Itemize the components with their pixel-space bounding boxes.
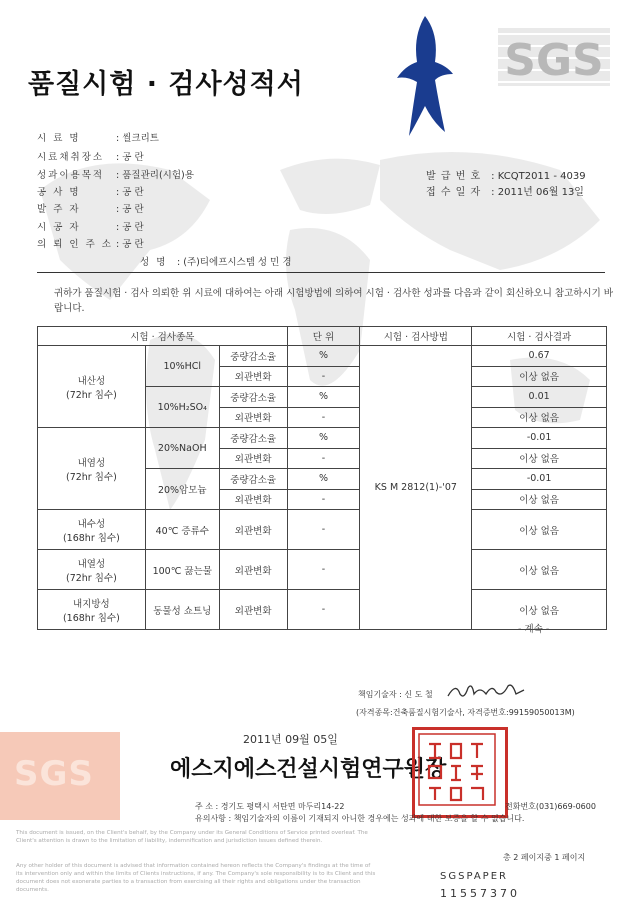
separator: :	[113, 222, 123, 233]
test-category	[38, 550, 146, 590]
test-item: 외관변화	[219, 489, 287, 510]
client-info-row	[37, 167, 194, 181]
client-info-row	[37, 130, 159, 144]
test-reagent: 10%H₂SO₄	[145, 387, 219, 428]
sgs-watermark-block	[0, 732, 120, 820]
unit-cell: %	[287, 469, 360, 490]
signature	[446, 680, 526, 706]
client-info-value: 씰크리트	[122, 133, 159, 144]
test-category-name: 내열성	[77, 558, 106, 570]
separator: :	[113, 187, 123, 198]
unit-cell: -	[287, 407, 360, 428]
issue-number: 발 급 번 호 : KCQT2011 - 4039	[426, 167, 586, 182]
separator: :	[113, 133, 123, 144]
client-info-value: 공 란	[122, 239, 144, 250]
official-seal	[412, 727, 508, 818]
test-reagent: 20%암모늄	[145, 469, 219, 510]
test-category-name: 내산성	[77, 375, 106, 387]
separator: :	[174, 257, 184, 268]
address-value: 경기도 평택시 서탄면 마두리14-22	[220, 802, 345, 811]
table-row	[38, 550, 607, 590]
header-unit: 단 위	[287, 327, 360, 346]
client-info-value: 공 란	[122, 204, 144, 215]
document-title: 품질시험 · 검사성적서	[28, 69, 304, 100]
result-cell: 이상 없음	[472, 510, 607, 550]
client-info-value: 품질관리(시험)용	[122, 170, 194, 181]
test-method: KS M 2812(1)-'07	[360, 346, 472, 630]
results-table	[37, 326, 607, 630]
test-reagent: 20%NaOH	[145, 428, 219, 469]
test-category-duration: (72hr 침수)	[65, 389, 117, 401]
result-cell: 0.01	[472, 387, 607, 408]
test-reagent: 동물성 쇼트닝	[145, 590, 219, 630]
separator: :	[113, 152, 123, 163]
client-info-value: 공 란	[122, 187, 144, 198]
sgs-logo-shape	[498, 28, 610, 86]
client-info-row	[37, 184, 144, 198]
client-info-row	[37, 219, 144, 233]
unit-cell: -	[287, 489, 360, 510]
continued-label: - 계속 -	[518, 624, 550, 635]
test-category-duration: (72hr 침수)	[65, 572, 117, 584]
result-cell: 이상 없음	[472, 550, 607, 590]
test-category-duration: (168hr 침수)	[62, 612, 120, 624]
test-category-name: 내염성	[77, 457, 106, 469]
client-info-label: 시 공 자	[37, 222, 81, 233]
divider	[37, 272, 605, 273]
unit-cell: %	[287, 346, 360, 367]
receipt-date: 접 수 일 자 : 2011년 06월 13일	[426, 183, 584, 198]
notice-text: 책임기술자의 이름이 기재되지 아니한 경우에는 성과에 대한 보증을 할 수 없습니다.	[233, 814, 525, 823]
result-cell: -0.01	[472, 469, 607, 490]
fine-print-2: Any other holder of this document is advised that information contained hereon reflects the Company's findings at the time of its intervention only and within the limits of Clients instructions, if any. The Company's sole responsibility is to its Client and this document does not exonerate parties to a transaction from exercising all their rights and obligations under the transaction documents.	[16, 863, 376, 893]
header-method: 시험 · 검사방법	[360, 327, 472, 346]
client-info-label: 성 명	[140, 257, 168, 268]
test-item: 중량감소율	[219, 387, 287, 408]
client-info-label: 시료채취장소	[37, 152, 105, 163]
test-category-duration: (168hr 침수)	[62, 532, 120, 544]
unit-cell: -	[287, 510, 360, 550]
phone-number: 전화번호(031)669-0600	[505, 802, 596, 811]
result-cell: -0.01	[472, 428, 607, 449]
test-category-name: 내수성	[77, 518, 106, 530]
notice-label: 유의사항 :	[195, 814, 232, 823]
client-info-label: 성과이용목적	[37, 170, 105, 181]
table-header-row	[38, 327, 607, 346]
serial-number: 11557370	[440, 887, 520, 900]
test-category-duration: (72hr 침수)	[65, 471, 117, 483]
address	[195, 801, 344, 812]
client-info-value: 공 란	[122, 152, 144, 163]
table-row	[38, 346, 607, 367]
intro-text: 귀하가 품질시험 · 검사 의뢰한 위 시료에 대하여는 아래 시험방법에 의하여 시험 · 검사한 성과를 다음과 같이 회신하오니 참고하시기 바랍니다.	[54, 288, 613, 314]
unit-cell: -	[287, 366, 360, 387]
test-item: 중량감소율	[219, 469, 287, 490]
receipt-date-label: 접 수 일 자	[426, 187, 482, 198]
separator: :	[113, 239, 123, 250]
unit-cell: %	[287, 428, 360, 449]
result-cell: 이상 없음	[472, 590, 607, 630]
header-result: 시험 · 검사결과	[472, 327, 607, 346]
fine-print-1: This document is issued, on the Client's behalf, by the Company under its General Conditions of Service printed overleaf. The Client's attention is drawn to the limitation of liability, indemnification and jurisdiction issues defined therein.	[16, 830, 368, 844]
report-date: 2011년 09월 05일	[243, 733, 338, 746]
client-info-row	[37, 149, 144, 163]
client-info-value: 공 란	[122, 222, 144, 233]
test-category	[38, 590, 146, 630]
test-item: 외관변화	[219, 448, 287, 469]
table-row	[38, 510, 607, 550]
unit-cell: %	[287, 387, 360, 408]
qualification: (자격종목:건축품질시험기술사, 자격증번호:99159050013M)	[356, 708, 575, 717]
test-item: 외관변화	[219, 510, 287, 550]
organization-name: 에스지에스건설시험연구원장	[170, 757, 447, 782]
separator: :	[113, 204, 123, 215]
result-cell: 이상 없음	[472, 489, 607, 510]
separator: :	[113, 170, 123, 181]
sgs-watermark-text: SGS	[14, 754, 94, 794]
client-info-value: (주)티에프시스템 성 민 경	[183, 257, 292, 268]
test-category	[38, 428, 146, 510]
bird-icon	[395, 14, 455, 139]
notice	[195, 813, 524, 824]
test-category	[38, 346, 146, 428]
test-category	[38, 510, 146, 550]
seal-graphic	[415, 730, 499, 809]
client-info-row	[140, 254, 292, 268]
issue-number-value: KCQT2011 - 4039	[497, 171, 586, 182]
sgs-logo	[498, 28, 610, 86]
result-cell: 이상 없음	[472, 448, 607, 469]
test-item: 외관변화	[219, 550, 287, 590]
unit-cell: -	[287, 590, 360, 630]
unit-cell: -	[287, 550, 360, 590]
signature-drawing	[446, 680, 526, 702]
client-info-label: 의 뢰 인 주 소	[37, 239, 113, 250]
responsible-engineer: 책임기술자 : 신 도 철	[358, 690, 433, 699]
paper-label: SGSPAPER	[440, 871, 508, 882]
test-item: 외관변화	[219, 407, 287, 428]
issue-number-label: 발 급 번 호	[426, 171, 482, 182]
address-label: 주 소 :	[195, 802, 219, 811]
test-item: 외관변화	[219, 366, 287, 387]
client-info-label: 발 주 자	[37, 204, 81, 215]
test-reagent: 40℃ 증류수	[145, 510, 219, 550]
test-item: 중량감소율	[219, 346, 287, 367]
test-item: 외관변화	[219, 590, 287, 630]
unit-cell: -	[287, 448, 360, 469]
header-item: 시험 · 검사종목	[38, 327, 288, 346]
receipt-date-value: 2011년 06월 13일	[497, 187, 584, 198]
test-item: 중량감소율	[219, 428, 287, 449]
test-reagent: 100℃ 끓는물	[145, 550, 219, 590]
client-info-row	[37, 236, 144, 250]
page-info: 총 2 페이지중 1 페이지	[503, 853, 586, 862]
client-info-label: 시 료 명	[37, 133, 81, 144]
test-reagent: 10%HCl	[145, 346, 219, 387]
sgs-logo-text: SGS	[504, 35, 604, 86]
client-info-row	[37, 201, 144, 215]
client-info-label: 공 사 명	[37, 187, 81, 198]
result-cell: 0.67	[472, 346, 607, 367]
table-row	[38, 428, 607, 449]
test-category-name: 내지방성	[73, 598, 110, 610]
result-cell: 이상 없음	[472, 366, 607, 387]
result-cell: 이상 없음	[472, 407, 607, 428]
